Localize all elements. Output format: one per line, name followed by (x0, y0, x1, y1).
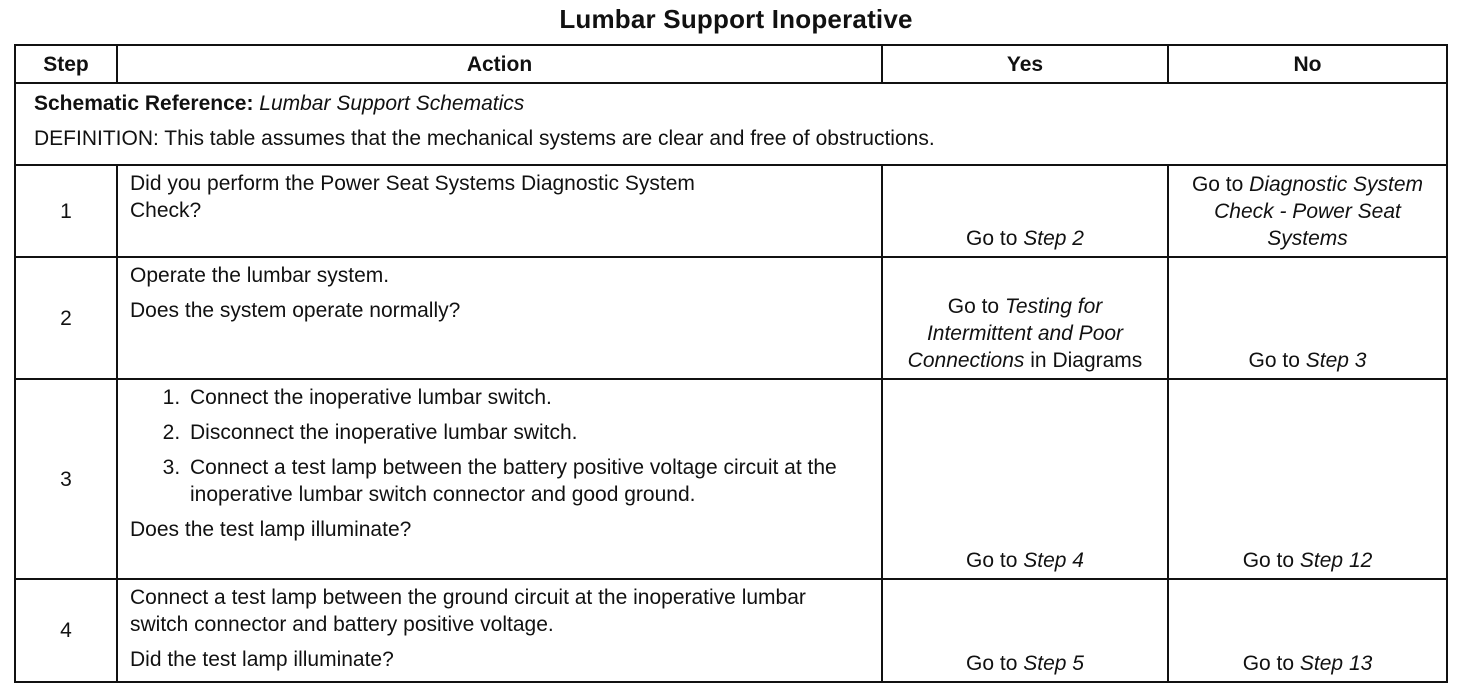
table-row (15, 579, 1447, 682)
yes-link[interactable]: Step 5 (1023, 652, 1084, 675)
definition-text: DEFINITION: This table assumes that the mechanical systems are clear and free of obstructions. (34, 127, 935, 150)
yes-link[interactable]: Testing for Intermittent and Poor Connections (907, 295, 1124, 372)
schematic-reference (34, 90, 1428, 117)
reference-cell (15, 83, 1447, 165)
yes-suffix: in Diagrams (1030, 349, 1143, 372)
header-step: Step (15, 45, 117, 83)
yes-prefix: Go to (947, 295, 1000, 318)
header-action: Action (117, 45, 882, 83)
yes-cell (882, 579, 1168, 682)
no-prefix: Go to (1242, 652, 1295, 675)
yes-cell (882, 379, 1168, 579)
table-row (15, 165, 1447, 257)
step-number: 1 (15, 165, 117, 257)
no-prefix: Go to (1242, 549, 1295, 572)
yes-link[interactable]: Step 4 (1023, 549, 1084, 572)
header-yes: Yes (882, 45, 1168, 83)
no-link[interactable]: Step 13 (1299, 652, 1373, 675)
no-cell (1168, 579, 1447, 682)
action-text: Connect a test lamp between the ground circuit at the inoperative lumbar switch connector and battery positive voltage. (130, 586, 806, 636)
yes-prefix: Go to (966, 549, 1018, 572)
step-number: 4 (15, 579, 117, 682)
action-question: Did the test lamp illuminate? (130, 648, 394, 671)
no-cell (1168, 165, 1447, 257)
table-row (15, 379, 1447, 579)
no-prefix: Go to (1191, 173, 1244, 196)
action-question: Does the test lamp illuminate? (130, 518, 412, 541)
list-item: 3. Connect a test lamp between the battery positive voltage circuit at the inoperative lumbar switch connector and good ground. (186, 454, 867, 508)
schematic-reference-link[interactable]: Lumbar Support Schematics (259, 92, 525, 115)
no-prefix: Go to (1248, 349, 1300, 372)
no-link[interactable]: Diagnostic System Check - Power Seat Systems (1214, 173, 1424, 250)
yes-cell (882, 257, 1168, 379)
diagnostic-table (14, 44, 1448, 683)
yes-cell (882, 165, 1168, 257)
action-cell (117, 257, 882, 379)
page-title: Lumbar Support Inoperative (559, 4, 913, 34)
reference-row (15, 83, 1447, 165)
schematic-reference-label: Schematic Reference: (34, 92, 254, 115)
action-cell (117, 165, 882, 257)
no-link[interactable]: Step 12 (1299, 549, 1373, 572)
yes-prefix: Go to (966, 652, 1018, 675)
step-number: 3 (15, 379, 117, 579)
action-cell (117, 579, 882, 682)
list-item: 2. Disconnect the inoperative lumbar switch. (186, 419, 867, 446)
substep-list (130, 384, 867, 508)
no-cell (1168, 257, 1447, 379)
yes-link[interactable]: Step 2 (1023, 227, 1084, 250)
action-cell (117, 379, 882, 579)
yes-prefix: Go to (966, 227, 1018, 250)
no-link[interactable]: Step 3 (1305, 349, 1367, 372)
action-question: Does the system operate normally? (130, 299, 461, 322)
header-no: No (1168, 45, 1447, 83)
action-text: Did you perform the Power Seat Systems Diagnostic System Check? (130, 172, 695, 222)
no-cell (1168, 379, 1447, 579)
list-item: 1. Connect the inoperative lumbar switch. (186, 384, 867, 411)
action-text: Operate the lumbar system. (130, 264, 390, 287)
table-row (15, 257, 1447, 379)
step-number: 2 (15, 257, 117, 379)
header-row (15, 45, 1447, 83)
